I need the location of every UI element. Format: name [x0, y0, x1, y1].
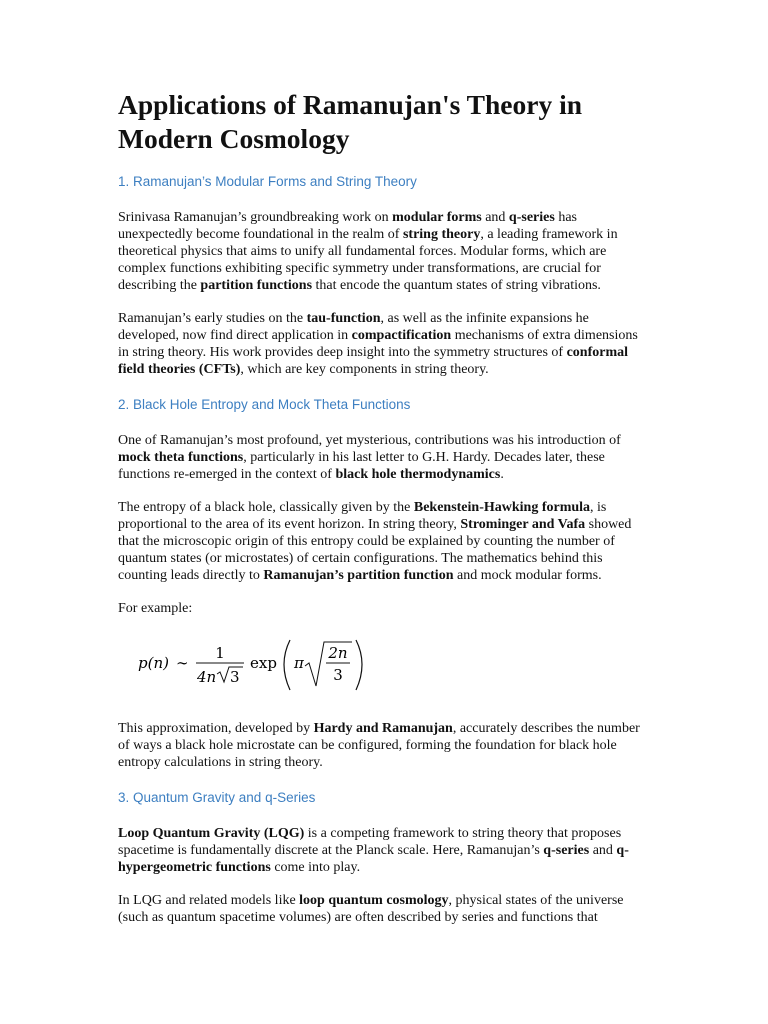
text-run: , as well as the infinite expansions he developed, now find direct application in [118, 311, 589, 343]
page-title: Applications of Ramanujan's Theory in Modern Cosmology [118, 89, 583, 154]
bold-term: q-series [543, 843, 590, 858]
bold-term: compactification [351, 328, 452, 343]
bold-term: q-series [508, 210, 555, 225]
formula-lhs: p(n) [138, 654, 169, 672]
text-run: mechanisms of extra dimensions in string theory. His work provides deep insight into the symmetry structures of [118, 328, 638, 360]
text-run: Ramanujan’s early studies on the [118, 311, 307, 326]
paragraph [118, 499, 650, 584]
bold-term: modular forms [392, 210, 482, 225]
text-run: , particularly in his last letter to G.H. Hardy. Decades later, these functions re-emerged in the context of [118, 450, 605, 482]
formula-sim: ∼ [176, 654, 189, 672]
text-run: For example: [118, 601, 193, 616]
text-run: come into play. [270, 860, 361, 875]
bold-term: Hardy and Ramanujan [313, 721, 453, 736]
formula-pi: π [294, 654, 304, 672]
bold-term: loop quantum cosmology [299, 893, 449, 908]
bold-term: q-hypergeometric functions [118, 843, 629, 875]
left-paren [284, 640, 290, 690]
formula-svg [138, 636, 378, 696]
bold-term: string theory [402, 227, 481, 242]
bold-term: Loop Quantum Gravity (LQG) [118, 826, 305, 841]
text-run: that encode the quantum states of string vibrations. [312, 278, 601, 293]
partition-function-formula [138, 636, 398, 696]
text-run: and [481, 210, 509, 225]
text-run: Srinivasa Ramanujan’s groundbreaking work on [118, 210, 393, 225]
paragraph [118, 892, 650, 926]
formula-exp: exp [250, 654, 277, 672]
text-run: In LQG and related models like [118, 893, 300, 908]
bold-term: conformal field theories (CFTs) [118, 345, 629, 377]
paragraph [118, 825, 650, 876]
paragraph [118, 432, 650, 483]
text-run: and mock modular forms. [453, 568, 602, 583]
formula-frac-den: 3 [333, 666, 343, 684]
text-run: is a competing framework to string theory that proposes spacetime is fundamentally discrete at the Planck scale. Here, Ramanujan’s [118, 826, 622, 858]
text-run: , accurately describes the number of ways a black hole microstate can be configured, forming the foundation for black hole entropy calculations in string theory. [118, 721, 640, 770]
formula-denominator-n: 4n [197, 668, 217, 686]
text-run: One of Ramanujan’s most profound, yet mysterious, contributions was his introduction of [118, 433, 621, 448]
text-run: This approximation, developed by [118, 721, 314, 736]
paragraph [118, 720, 650, 771]
right-paren [356, 640, 362, 690]
bold-term: tau-function [306, 311, 381, 326]
text-run: The entropy of a black hole, classically given by the [118, 500, 414, 515]
formula-denominator-root: 3 [230, 668, 240, 686]
text-run: and [589, 843, 617, 858]
formula-numerator: 1 [215, 644, 225, 662]
text-run: , which are key components in string theory. [240, 362, 489, 377]
bold-term: Bekenstein-Hawking formula [413, 500, 591, 515]
section-heading-3: 3. Quantum Gravity and q-Series [118, 790, 316, 805]
bold-term: black hole thermodynamics [335, 467, 501, 482]
text-run: , a leading framework in theoretical physics that aims to unify all fundamental forces. Modular forms, which are complex functions exhibiting specific symmetry under transformations, are crucial for describing the [118, 227, 618, 293]
paragraph [118, 209, 650, 294]
bold-term: Strominger and Vafa [460, 517, 586, 532]
bold-term: Ramanujan’s partition function [263, 568, 454, 583]
text-run: , is proportional to the area of its event horizon. In string theory, [118, 500, 607, 532]
text-run: , physical states of the universe (such as quantum spacetime volumes) are often described by series and functions that [118, 893, 624, 925]
section-heading-2: 2. Black Hole Entropy and Mock Theta Functions [118, 397, 411, 412]
paragraph [118, 310, 650, 378]
bold-term: mock theta functions [118, 450, 244, 465]
section-heading-1: 1. Ramanujan’s Modular Forms and String Theory [118, 174, 417, 189]
text-run: has unexpectedly become foundational in the realm of [118, 210, 577, 242]
formula-frac-num: 2n [328, 644, 348, 662]
bold-term: partition functions [200, 278, 313, 293]
text-run: showed that the microscopic origin of this entropy could be explained by counting the number of quantum states (or microstates) of certain configurations. The mathematics behind this counting leads directly to [118, 517, 632, 583]
paragraph [118, 600, 650, 617]
text-run: . [500, 467, 504, 482]
